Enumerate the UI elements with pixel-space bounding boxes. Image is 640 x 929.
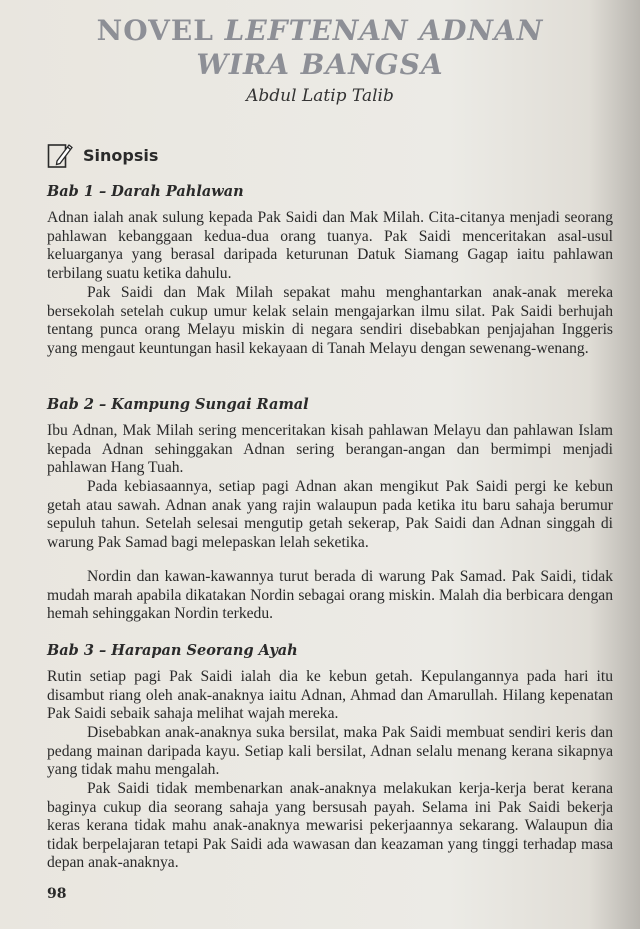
paragraph: Pada kebiasaannya, setiap pagi Adnan akan mengikut Pak Saidi pergi ke kebun getah atau sawah. Adnan anak yang rajin walaupun pada ketika itu baru sahaja berumur sepuluh tahun. Setelah selesai mengutip getah sekerap, Pak Saidi dan Adnan singgah di warung Pak Samad bagi melepaskan lelah seketika. [47, 478, 613, 551]
paragraph: Adnan ialah anak sulung kepada Pak Saidi dan Mak Milah. Cita-citanya menjadi seorang pahlawan kebanggaan kedua-dua orang tuanya. Pak Saidi menceritakan asal-usul keluarganya yang berasal daripada keturunan Datuk Siamang Gagap iaitu pahlawan terbilang suatu ketika dahulu. [47, 209, 613, 282]
synopsis-label: Sinopsis [83, 145, 159, 165]
title-rest: LEFTENAN ADNAN [224, 14, 544, 47]
paragraph: Pak Saidi dan Mak Milah sepakat mahu menghantarkan anak-anak mereka bersekolah setelah cukup umur kelak selain mengajarkan ilmu silat. Pak Saidi berhujah tentang punca orang Melayu miskin di negara sendiri disebabkan penjajahan Inggeris yang mengaut keuntungan hasil kekayaan di Tanah Melayu dengan sewenang-wenang. [47, 284, 613, 357]
paragraph: Nordin dan kawan-kawannya turut berada di warung Pak Samad. Pak Saidi, tidak mudah marah apabila dikatakan Nordin sebagai orang miskin. Malah dia berbicara dengan hemah sehinggakan Nordin terkedu. [47, 568, 613, 623]
title-lead: NOVEL [96, 14, 214, 47]
page-title [0, 14, 640, 48]
author-name: Abdul Latip Talib [246, 86, 394, 106]
note-pencil-icon [47, 141, 73, 169]
chapter-heading-3: Bab 3 – Harapan Seorang Ayah [47, 642, 298, 659]
chapter-heading-1: Bab 1 – Darah Pahlawan [47, 183, 244, 200]
paragraph: Disebabkan anak-anaknya suka bersilat, maka Pak Saidi membuat sendiri keris dan pedang mainan daripada kayu. Setiap kali bersilat, Adnan selalu menang kerana sikapnya yang tidak mahu mengalah. [47, 724, 613, 779]
paragraph: Ibu Adnan, Mak Milah sering menceritakan kisah pahlawan Melayu dan pahlawan Islam kepada Adnan sehinggakan Adnan sering berangan-angan dan bermimpi menjadi pahlawan Hang Tuah. [47, 422, 613, 477]
paragraph: Pak Saidi tidak membenarkan anak-anaknya melakukan kerja-kerja berat kerana baginya cukup dia seorang sahaja yang bersusah payah. Selama ini Pak Saidi bekerja keras kerana tidak mahu anak-anaknya mewarisi pekerjaannya sekarang. Walaupun dia tidak berpelajaran tetapi Pak Saidi ada wawasan dan keazaman yang tinggi terhadap masa depan anak-anaknya. [47, 780, 613, 872]
paragraph: Rutin setiap pagi Pak Saidi ialah dia ke kebun getah. Kepulangannya pada hari itu disambut riang oleh anak-anaknya iaitu Adnan, Ahmad dan Amarullah. Hilang kepenatan Pak Saidi sebaik sahaja melihat wajah mereka. [47, 668, 613, 723]
chapter-heading-2: Bab 2 – Kampung Sungai Ramal [47, 396, 309, 413]
synopsis-heading [47, 140, 158, 170]
page-title-line2: WIRA BANGSA [196, 48, 444, 81]
page-number: 98 [47, 886, 67, 902]
